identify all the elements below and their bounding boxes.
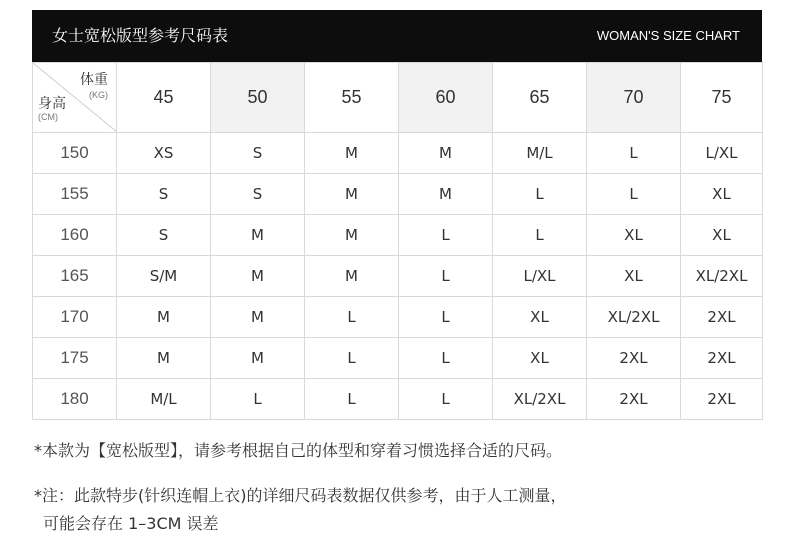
size-cell: S [117, 174, 211, 215]
weight-header-cell: 70 [587, 63, 681, 133]
height-cell: 160 [33, 215, 117, 256]
size-cell: S [211, 133, 305, 174]
note-disclaimer-line1: *注：此款特步(针织连帽上衣)的详细尺码表数据仅供参考，由于人工测量， [34, 486, 567, 505]
size-cell: L [305, 297, 399, 338]
size-row [33, 215, 763, 256]
size-table [32, 62, 763, 420]
size-row [33, 379, 763, 420]
size-cell: XL [493, 338, 587, 379]
size-cell: M/L [493, 133, 587, 174]
size-cell: 2XL [681, 297, 763, 338]
size-cell: 2XL [587, 379, 681, 420]
size-cell: L [399, 338, 493, 379]
height-cell: 170 [33, 297, 117, 338]
size-cell: L [399, 379, 493, 420]
size-cell: M [305, 133, 399, 174]
size-cell: L [305, 338, 399, 379]
height-cell: 180 [33, 379, 117, 420]
size-row [33, 338, 763, 379]
weight-label: 体重 [80, 71, 108, 87]
size-cell: M [399, 133, 493, 174]
size-cell: L [493, 215, 587, 256]
size-cell: 2XL [681, 338, 763, 379]
size-cell: M/L [117, 379, 211, 420]
size-cell: 2XL [681, 379, 763, 420]
size-cell: L [211, 379, 305, 420]
height-cell: 165 [33, 256, 117, 297]
size-cell: M [305, 174, 399, 215]
size-cell: XS [117, 133, 211, 174]
height-unit: (CM) [38, 112, 58, 122]
size-cell: XL [493, 297, 587, 338]
size-cell: M [211, 297, 305, 338]
size-cell: S [117, 215, 211, 256]
size-cell: M [117, 297, 211, 338]
weight-header-cell: 65 [493, 63, 587, 133]
height-cell: 175 [33, 338, 117, 379]
chart-title-en: WOMAN'S SIZE CHART [596, 28, 740, 43]
size-cell: XL/2XL [681, 256, 763, 297]
note-disclaimer-line2: 可能会存在 1–3CM 误差 [43, 514, 219, 533]
corner-cell [33, 63, 117, 133]
size-cell: M [211, 338, 305, 379]
size-cell: L [399, 256, 493, 297]
size-cell: XL [681, 174, 763, 215]
size-cell: M [211, 256, 305, 297]
size-cell: S [211, 174, 305, 215]
size-cell: XL/2XL [493, 379, 587, 420]
size-cell: L [305, 379, 399, 420]
size-cell: XL [681, 215, 763, 256]
height-label: 身高 [38, 95, 66, 111]
size-cell: M [305, 256, 399, 297]
height-cell: 155 [33, 174, 117, 215]
chart-header [32, 10, 762, 62]
size-cell: XL/2XL [587, 297, 681, 338]
weight-header-cell: 60 [399, 63, 493, 133]
weight-header-cell: 50 [211, 63, 305, 133]
weight-header-cell: 75 [681, 63, 763, 133]
size-row [33, 256, 763, 297]
size-cell: XL [587, 215, 681, 256]
size-cell: M [399, 174, 493, 215]
size-cell: L/XL [681, 133, 763, 174]
height-cell: 150 [33, 133, 117, 174]
size-cell: M [211, 215, 305, 256]
size-cell: S/M [117, 256, 211, 297]
size-cell: XL [587, 256, 681, 297]
size-row [33, 174, 763, 215]
chart-title: 女士宽松版型参考尺码表 [52, 26, 229, 45]
size-cell: L [493, 174, 587, 215]
size-cell: M [305, 215, 399, 256]
size-cell: L [399, 297, 493, 338]
size-row [33, 297, 763, 338]
size-cell: L [399, 215, 493, 256]
size-cell: M [117, 338, 211, 379]
weight-header-cell: 45 [117, 63, 211, 133]
note-fit: *本款为【宽松版型】，请参考根据自己的体型和穿着习惯选择合适的尺码。 [34, 441, 563, 460]
size-cell: 2XL [587, 338, 681, 379]
weight-header-row [33, 63, 763, 133]
size-cell: L [587, 133, 681, 174]
weight-header-cell: 55 [305, 63, 399, 133]
weight-unit: (KG) [89, 90, 108, 100]
size-row [33, 133, 763, 174]
size-cell: L/XL [493, 256, 587, 297]
size-cell: L [587, 174, 681, 215]
